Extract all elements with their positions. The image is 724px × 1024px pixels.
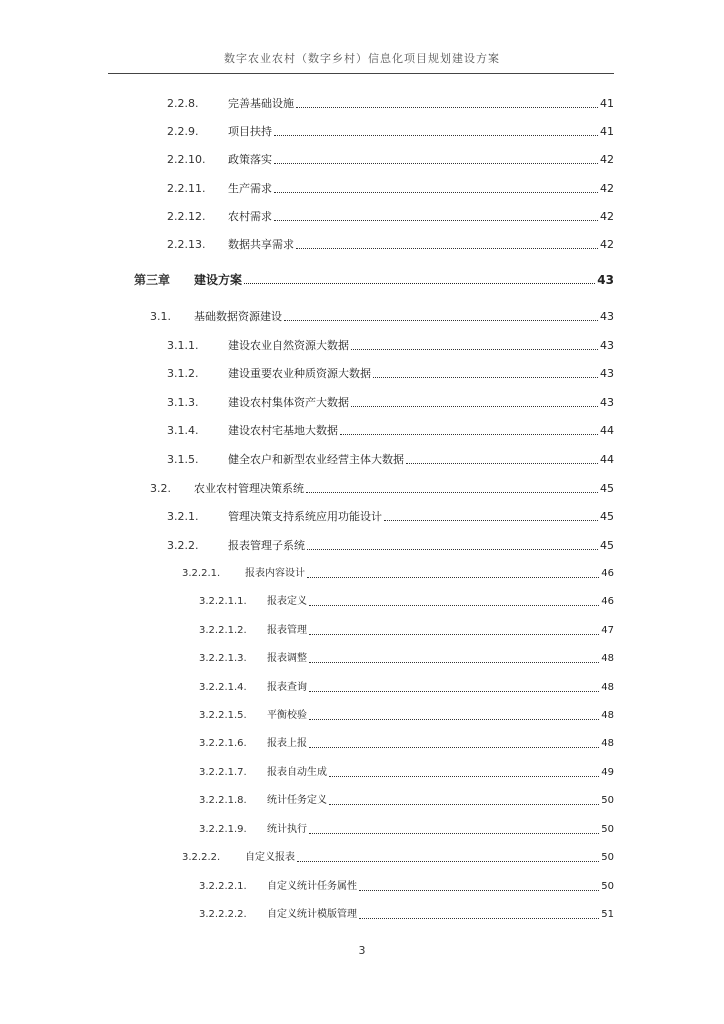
toc-leader-dots bbox=[359, 918, 599, 919]
toc-entry-number: 3.2.2.1.4. bbox=[199, 682, 247, 693]
toc-entry-number: 3.2.1. bbox=[167, 510, 199, 523]
toc-entry[interactable] bbox=[134, 271, 614, 287]
toc-entry-title: 建设农业自然资源大数据 bbox=[228, 339, 349, 352]
toc-entry-title: 管理决策支持系统应用功能设计 bbox=[228, 510, 382, 523]
toc-entry-number: 2.2.10. bbox=[167, 153, 206, 166]
toc-entry-number: 3.2.2.1.8. bbox=[199, 795, 247, 806]
toc-entry-page: 42 bbox=[600, 153, 614, 166]
toc-leader-dots bbox=[359, 890, 599, 891]
toc-entry-number: 3.2.2.1.6. bbox=[199, 738, 247, 749]
toc-entry[interactable] bbox=[199, 906, 614, 922]
toc-entry-title: 报表管理 bbox=[267, 625, 307, 636]
toc-entry-title: 政策落实 bbox=[228, 153, 272, 166]
toc-entry-number: 2.2.11. bbox=[167, 182, 206, 195]
page-header: 数字农业农村（数字乡村）信息化项目规划建设方案 bbox=[224, 52, 500, 65]
toc-leader-dots bbox=[309, 833, 599, 834]
toc-entry[interactable] bbox=[167, 95, 614, 111]
toc-entry-page: 42 bbox=[600, 182, 614, 195]
toc-entry-number: 3.2.2.2.1. bbox=[199, 881, 247, 892]
toc-entry-number: 2.2.8. bbox=[167, 97, 199, 110]
toc-leader-dots bbox=[274, 192, 598, 193]
toc-entry-page: 48 bbox=[601, 682, 614, 693]
toc-entry-page: 41 bbox=[600, 97, 614, 110]
toc-entry-number: 3.2. bbox=[150, 482, 171, 495]
toc-entry-number: 3.2.2.1.3. bbox=[199, 653, 247, 664]
toc-entry[interactable] bbox=[199, 821, 614, 837]
toc-entry-number: 3.2.2.1.2. bbox=[199, 625, 247, 636]
toc-entry[interactable] bbox=[199, 792, 614, 808]
toc-entry-title: 农村需求 bbox=[228, 210, 272, 223]
toc-entry-number: 第三章 bbox=[134, 273, 171, 287]
toc-entry[interactable] bbox=[182, 849, 614, 865]
toc-entry-title: 农业农村管理决策系统 bbox=[194, 482, 304, 495]
toc-entry-title: 建设农村宅基地大数据 bbox=[228, 424, 338, 437]
toc-entry[interactable] bbox=[167, 508, 614, 524]
toc-entry-page: 42 bbox=[600, 210, 614, 223]
toc-entry[interactable] bbox=[199, 878, 614, 894]
toc-entry[interactable] bbox=[167, 337, 614, 353]
toc-leader-dots bbox=[244, 283, 595, 284]
toc-entry-page: 43 bbox=[600, 367, 614, 380]
toc-entry-number: 2.2.12. bbox=[167, 210, 206, 223]
toc-leader-dots bbox=[307, 577, 599, 578]
toc-leader-dots bbox=[309, 634, 599, 635]
toc-entry[interactable] bbox=[199, 622, 614, 638]
toc-entry-page: 41 bbox=[600, 125, 614, 138]
toc-entry-number: 2.2.13. bbox=[167, 238, 206, 251]
toc-entry-title: 完善基础设施 bbox=[228, 97, 294, 110]
toc-entry-page: 48 bbox=[601, 710, 614, 721]
toc-entry-page: 46 bbox=[601, 568, 614, 579]
toc-leader-dots bbox=[284, 320, 598, 321]
toc-leader-dots bbox=[340, 434, 598, 435]
toc-leader-dots bbox=[274, 220, 598, 221]
toc-entry[interactable] bbox=[150, 480, 614, 496]
toc-entry-page: 49 bbox=[601, 767, 614, 778]
toc-leader-dots bbox=[351, 406, 598, 407]
toc-entry[interactable] bbox=[167, 422, 614, 438]
toc-entry-title: 报表定义 bbox=[267, 596, 307, 607]
toc-entry-number: 3.2.2.1.9. bbox=[199, 824, 247, 835]
toc-entry-title: 建设农村集体资产大数据 bbox=[228, 396, 349, 409]
toc-entry-page: 45 bbox=[600, 510, 614, 523]
toc-entry-number: 2.2.9. bbox=[167, 125, 199, 138]
toc-entry-page: 45 bbox=[600, 539, 614, 552]
toc-entry-title: 统计执行 bbox=[267, 824, 307, 835]
toc-entry-number: 3.1.2. bbox=[167, 367, 199, 380]
toc-entry-number: 3.2.2.2.2. bbox=[199, 909, 247, 920]
toc-leader-dots bbox=[296, 107, 598, 108]
toc-entry-page: 50 bbox=[601, 795, 614, 806]
toc-entry[interactable] bbox=[199, 650, 614, 666]
toc-entry-page: 42 bbox=[600, 238, 614, 251]
toc-leader-dots bbox=[309, 605, 599, 606]
toc-entry-title: 自定义报表 bbox=[245, 852, 295, 863]
toc-entry-title: 项目扶持 bbox=[228, 125, 272, 138]
toc-entry-title: 自定义统计任务属性 bbox=[267, 881, 357, 892]
toc-entry[interactable] bbox=[199, 735, 614, 751]
toc-entry-title: 报表内容设计 bbox=[245, 568, 305, 579]
toc-entry-number: 3.1.5. bbox=[167, 453, 199, 466]
toc-entry-number: 3.1.3. bbox=[167, 396, 199, 409]
toc-leader-dots bbox=[307, 549, 598, 550]
toc-entry-page: 51 bbox=[601, 909, 614, 920]
toc-entry-number: 3.1. bbox=[150, 310, 171, 323]
toc-entry[interactable] bbox=[167, 151, 614, 167]
toc-leader-dots bbox=[351, 349, 598, 350]
toc-entry-number: 3.2.2.1.7. bbox=[199, 767, 247, 778]
toc-leader-dots bbox=[306, 492, 598, 493]
header-rule bbox=[108, 73, 614, 74]
page-number: 3 bbox=[358, 944, 366, 957]
toc-entry-page: 47 bbox=[601, 625, 614, 636]
toc-entry-title: 报表调整 bbox=[267, 653, 307, 664]
toc-entry-number: 3.2.2.1.5. bbox=[199, 710, 247, 721]
toc-entry-number: 3.2.2. bbox=[167, 539, 199, 552]
toc-entry[interactable] bbox=[167, 537, 614, 553]
toc-entry-title: 报表查询 bbox=[267, 682, 307, 693]
toc-entry-title: 数据共享需求 bbox=[228, 238, 294, 251]
toc-entry-page: 43 bbox=[597, 273, 614, 287]
toc-entry[interactable] bbox=[167, 180, 614, 196]
toc-entry-page: 48 bbox=[601, 653, 614, 664]
toc-entry[interactable] bbox=[167, 394, 614, 410]
toc-entry[interactable] bbox=[199, 679, 614, 695]
toc-leader-dots bbox=[296, 248, 598, 249]
toc-leader-dots bbox=[274, 135, 598, 136]
toc-entry-page: 48 bbox=[601, 738, 614, 749]
toc-leader-dots bbox=[297, 861, 599, 862]
toc-entry-page: 45 bbox=[600, 482, 614, 495]
toc-entry[interactable] bbox=[167, 123, 614, 139]
toc-entry[interactable] bbox=[199, 593, 614, 609]
toc-entry-title: 报表管理子系统 bbox=[228, 539, 305, 552]
toc-entry-title: 平衡校验 bbox=[267, 710, 307, 721]
toc-entry-number: 3.2.2.1. bbox=[182, 568, 221, 579]
toc-entry-title: 生产需求 bbox=[228, 182, 272, 195]
toc-entry-page: 50 bbox=[601, 824, 614, 835]
toc-leader-dots bbox=[373, 377, 598, 378]
toc-entry[interactable] bbox=[167, 365, 614, 381]
toc-entry-page: 44 bbox=[600, 424, 614, 437]
toc-entry-page: 50 bbox=[601, 881, 614, 892]
toc-entry[interactable] bbox=[167, 451, 614, 467]
toc-entry-title: 建设重要农业种质资源大数据 bbox=[228, 367, 371, 380]
toc-leader-dots bbox=[329, 776, 599, 777]
toc-entry-page: 46 bbox=[601, 596, 614, 607]
toc-entry-title: 自定义统计模版管理 bbox=[267, 909, 357, 920]
toc-entry[interactable] bbox=[199, 764, 614, 780]
toc-entry-title: 报表自动生成 bbox=[267, 767, 327, 778]
toc-leader-dots bbox=[329, 804, 599, 805]
toc-entry-title: 报表上报 bbox=[267, 738, 307, 749]
toc-entry[interactable] bbox=[167, 236, 614, 252]
toc-entry-page: 43 bbox=[600, 339, 614, 352]
toc-entry-number: 3.1.1. bbox=[167, 339, 199, 352]
toc-leader-dots bbox=[274, 163, 598, 164]
toc-entry[interactable] bbox=[167, 208, 614, 224]
toc-entry-title: 统计任务定义 bbox=[267, 795, 327, 806]
toc-entry[interactable] bbox=[199, 707, 614, 723]
toc-entry-page: 43 bbox=[600, 396, 614, 409]
toc-leader-dots bbox=[384, 520, 598, 521]
toc-leader-dots bbox=[309, 747, 599, 748]
toc-entry-number: 3.2.2.2. bbox=[182, 852, 221, 863]
toc-entry-title: 健全农户和新型农业经营主体大数据 bbox=[228, 453, 404, 466]
toc-leader-dots bbox=[309, 719, 599, 720]
toc-leader-dots bbox=[309, 691, 599, 692]
toc-entry[interactable] bbox=[150, 308, 614, 324]
toc-leader-dots bbox=[309, 662, 599, 663]
toc-entry-number: 3.2.2.1.1. bbox=[199, 596, 247, 607]
toc-entry-page: 50 bbox=[601, 852, 614, 863]
toc-entry[interactable] bbox=[182, 565, 614, 581]
toc-entry-title: 建设方案 bbox=[194, 273, 243, 287]
toc-entry-page: 44 bbox=[600, 453, 614, 466]
toc-entry-number: 3.1.4. bbox=[167, 424, 199, 437]
toc-leader-dots bbox=[406, 463, 598, 464]
toc-entry-page: 43 bbox=[600, 310, 614, 323]
toc-entry-title: 基础数据资源建设 bbox=[194, 310, 282, 323]
